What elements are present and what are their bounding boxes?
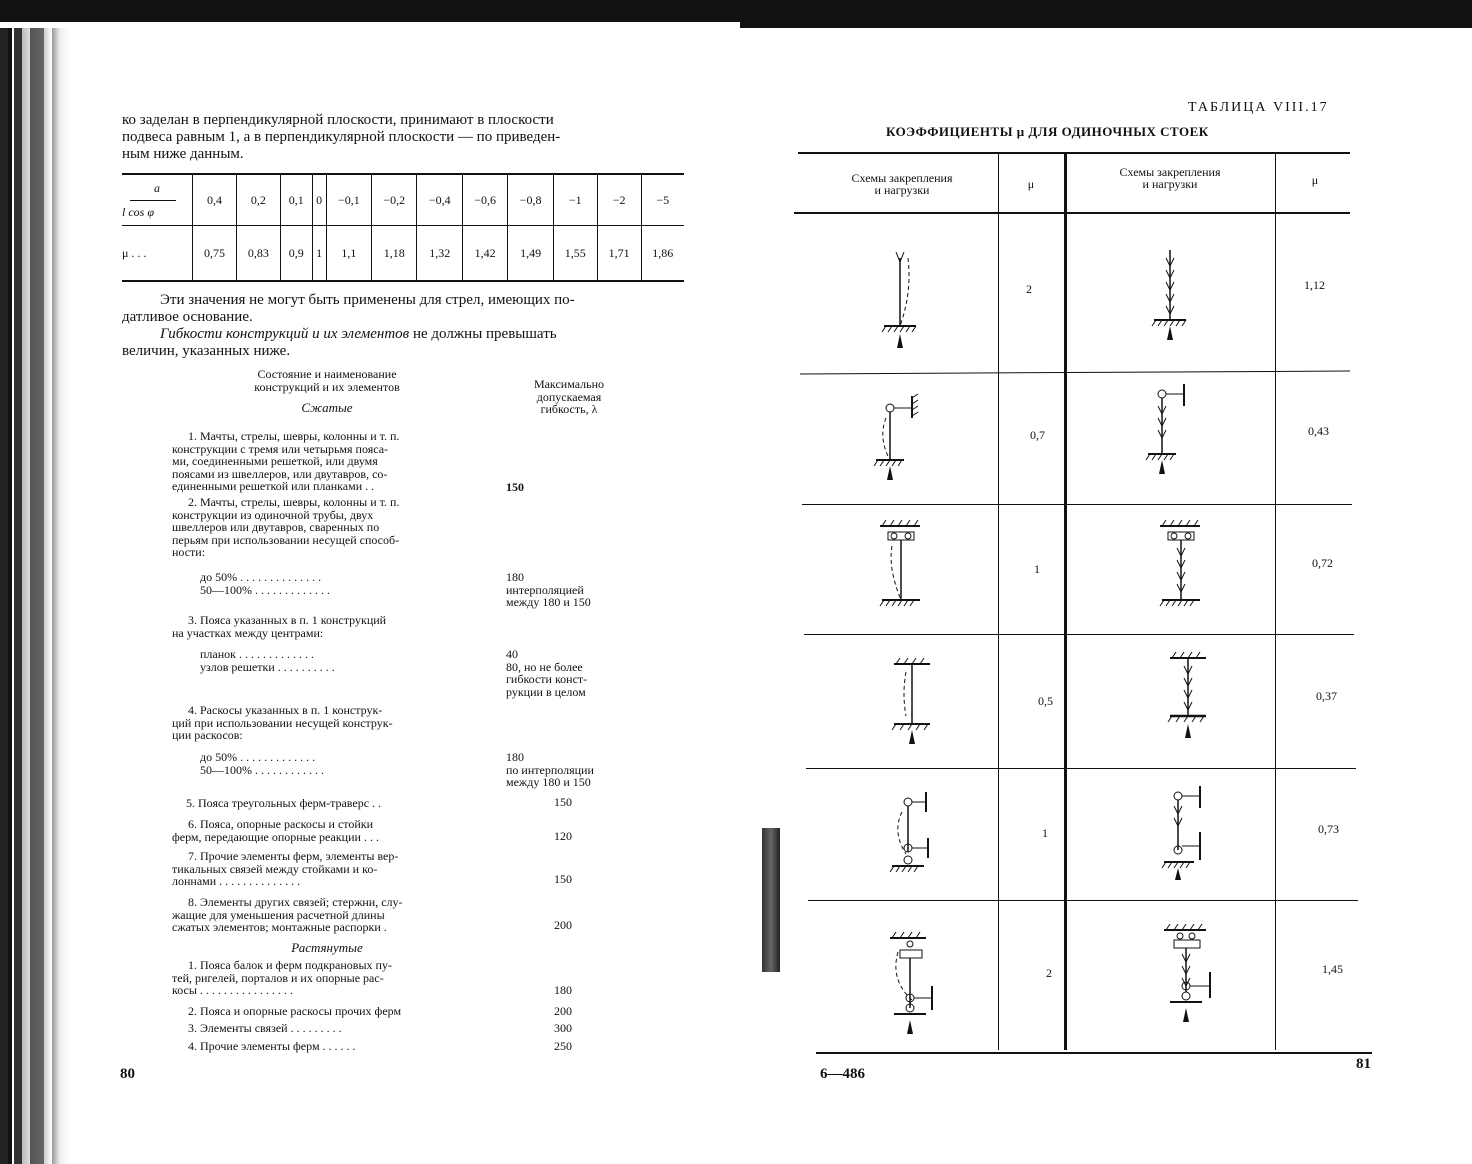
text-line: лоннами . . . . . . . . . . . . . . xyxy=(172,874,301,888)
paragraph-2 xyxy=(122,292,684,326)
table-cell: −5 xyxy=(641,174,684,226)
text-line: 7. Прочие элементы ферм, элементы вер- xyxy=(188,849,399,863)
table-cell: 0,1 xyxy=(280,174,312,226)
text-line: 80, но не более xyxy=(506,659,583,674)
item-7 xyxy=(172,850,478,888)
table-cell: 0,83 xyxy=(236,226,280,281)
tension-item-1 xyxy=(172,959,478,997)
column-head-state xyxy=(212,368,442,393)
col-head-mu-right: μ xyxy=(1311,173,1319,187)
printer-signature: 6—486 xyxy=(820,1066,865,1082)
table-cell: −1 xyxy=(553,174,597,226)
text-line: рукции в целом xyxy=(506,684,586,699)
mu-value: 0,7 xyxy=(1030,428,1045,442)
table-cell: 1,1 xyxy=(326,226,371,281)
mu-value: 1 xyxy=(1042,826,1048,840)
text-line: конструкций и их элементов xyxy=(254,379,400,394)
section-tension: Растянутые xyxy=(291,940,363,955)
item-4 xyxy=(172,704,478,742)
tension-item-3: 3. Элементы связей . . . . . . . . . xyxy=(188,1021,342,1035)
text-line: конструкции из одиночной трубы, двух xyxy=(172,507,374,522)
text-line: Состояние и наименование xyxy=(257,367,397,381)
text-line: на участках между центрами: xyxy=(172,625,324,640)
text-line: Эти значения не могут быть применены для стрел, имеющих по- xyxy=(160,292,575,308)
text-line: поясами из швеллеров, или двутавров, со- xyxy=(172,466,388,481)
table-cell: 1 xyxy=(312,226,326,281)
column-scheme-guided-pinned-load xyxy=(1156,922,1236,1032)
text-line: 1. Мачты, стрелы, шевры, колонны и т. п. xyxy=(188,429,400,443)
text-line: 4. Раскосы указанных в п. 1 конструк- xyxy=(188,703,383,717)
item-5-value: 150 xyxy=(554,795,572,809)
intro-paragraph xyxy=(122,112,684,163)
table-rule xyxy=(816,1052,1372,1054)
mu-value: 1,12 xyxy=(1304,278,1325,292)
row-separator xyxy=(802,504,1352,505)
text-line: ности: xyxy=(172,545,206,559)
table-cell: 1,71 xyxy=(597,226,641,281)
item-4-subitems xyxy=(200,751,478,776)
column-scheme-pinned-fixed xyxy=(868,388,938,488)
page-number-right: 81 xyxy=(1356,1056,1371,1072)
text-line: величин, указанных ниже. xyxy=(122,343,291,359)
text-line: до 50% . . . . . . . . . . . . . xyxy=(200,750,316,764)
header-a: a xyxy=(154,180,160,195)
text-line: единенными решеткой или планками . . xyxy=(172,479,375,493)
tension-item-1-value: 180 xyxy=(554,983,572,997)
text-line: ферм, передающие опорные реакции . . . xyxy=(172,829,379,844)
text-line: узлов решетки . . . . . . . . . . xyxy=(200,659,335,674)
item-3-value xyxy=(506,648,634,698)
column-scheme-guided-fixed xyxy=(870,518,940,618)
header-lcos: l cos φ xyxy=(122,204,154,219)
column-head-max-flex xyxy=(512,378,626,416)
text-line: датливое основание. xyxy=(122,309,253,325)
col-head-schemes-right xyxy=(1080,166,1260,190)
col-head-schemes-left xyxy=(812,172,992,196)
text-line: по интерполяции xyxy=(506,762,594,777)
table-cell: 0,2 xyxy=(236,174,280,226)
mu-coefficient-table xyxy=(122,174,684,281)
section-compressed: Сжатые xyxy=(301,400,353,415)
mu-value: 2 xyxy=(1026,282,1032,296)
item-8-value: 200 xyxy=(554,918,572,932)
table-cell: 1,18 xyxy=(372,226,417,281)
text-line: 40 xyxy=(506,647,518,661)
item-2-subitems xyxy=(200,571,478,596)
table-cell: −0,1 xyxy=(326,174,371,226)
table-cell: 0,9 xyxy=(280,226,312,281)
item-8 xyxy=(172,896,478,934)
column-scheme-fixed-free xyxy=(870,248,930,358)
text-line: 8. Элементы других связей; стержни, слу- xyxy=(188,895,403,909)
paragraph-3 xyxy=(122,326,684,360)
mu-value: 0,73 xyxy=(1318,822,1339,836)
mu-value: 0,43 xyxy=(1308,424,1329,438)
scan-top-border-right xyxy=(740,18,1472,28)
column-scheme-fixed-fixed xyxy=(884,650,944,750)
text-line: гибкость, λ xyxy=(540,402,598,416)
item-4-value xyxy=(506,751,634,789)
column-scheme-guided-fixed-load xyxy=(1150,518,1220,618)
item-3-subitems xyxy=(200,648,478,673)
mu-value: 0,72 xyxy=(1312,556,1333,570)
column-scheme-pinned-fixed-load xyxy=(1140,382,1210,482)
tension-item-4-value: 250 xyxy=(554,1039,572,1053)
item-3 xyxy=(172,614,478,639)
text-line: до 50% . . . . . . . . . . . . . . xyxy=(200,570,322,584)
text-line: ций при использовании несущей конструк- xyxy=(172,715,393,730)
text-line: жащие для уменьшения расчетной длины xyxy=(172,907,385,922)
text-line: между 180 и 150 xyxy=(506,595,591,609)
table-cell: −2 xyxy=(597,174,641,226)
text-line: между 180 и 150 xyxy=(506,775,591,789)
text-line: 2. Мачты, стрелы, шевры, колонны и т. п. xyxy=(188,495,400,509)
column-scheme-pinned-pinned-load xyxy=(1154,786,1224,886)
italic-phrase: Гибкости конструкций и их элементов xyxy=(160,326,410,342)
table-rule xyxy=(794,212,1350,214)
table-divider xyxy=(1275,154,1276,1050)
scan-smudge xyxy=(762,828,780,972)
table-cell: 0,4 xyxy=(193,174,237,226)
table-rule xyxy=(798,152,1350,154)
text-line: 1. Пояса балок и ферм подкрановых пу- xyxy=(188,958,392,972)
text-line: ции раскосов: xyxy=(172,728,243,742)
item-1 xyxy=(172,430,478,493)
row-separator xyxy=(806,768,1356,769)
mu-value: 0,37 xyxy=(1316,689,1337,703)
item-7-value: 150 xyxy=(554,872,572,886)
text-line: 50—100% . . . . . . . . . . . . xyxy=(200,762,324,777)
row-separator xyxy=(808,900,1358,901)
item-5: 5. Пояса треугольных ферм-траверс . . xyxy=(186,796,382,810)
table-label: ТАБЛИЦА VIII.17 xyxy=(1188,100,1329,115)
text-line: сжатых элементов; монтажные распорки . xyxy=(172,920,387,934)
text-line: 50—100% . . . . . . . . . . . . . xyxy=(200,582,330,597)
text-line: Максимально xyxy=(533,377,605,391)
table-cell: −0,2 xyxy=(372,174,417,226)
text-line: Схемы закрепления xyxy=(1119,165,1221,179)
tension-item-3-value: 300 xyxy=(554,1021,572,1035)
text-line: тикальных связей между стойками и ко- xyxy=(172,861,378,876)
table-divider-double xyxy=(1064,154,1067,1050)
tension-item-2-value: 200 xyxy=(554,1004,572,1018)
column-scheme-guided-pinned xyxy=(876,930,956,1040)
table-row-label: μ . . . xyxy=(122,246,147,260)
text-line: 180 xyxy=(506,570,524,584)
text-line: перьям при использовании несущей способ- xyxy=(172,532,400,547)
text-line: допускаемая xyxy=(536,389,602,404)
text-span: не должны превышать xyxy=(409,326,557,342)
row-separator xyxy=(804,634,1354,635)
row-separator xyxy=(800,371,1350,375)
mu-value: 2 xyxy=(1046,966,1052,980)
text-line: планок . . . . . . . . . . . . . xyxy=(200,647,314,661)
text-line: интерполяцией xyxy=(506,582,584,597)
tension-item-4: 4. Прочие элементы ферм . . . . . . xyxy=(188,1039,356,1053)
item-6-value: 120 xyxy=(554,829,572,843)
text-line: и нагрузки xyxy=(1142,177,1198,191)
item-1-value: 150 xyxy=(506,480,524,494)
mu-value: 0,5 xyxy=(1038,694,1053,708)
table-cell: −0,4 xyxy=(417,174,462,226)
table-cell: 1,49 xyxy=(508,226,553,281)
table-cell: 0 xyxy=(312,174,326,226)
table-cell: 0,75 xyxy=(193,226,237,281)
table-cell: 1,42 xyxy=(462,226,507,281)
text-line: косы . . . . . . . . . . . . . . . . xyxy=(172,983,293,997)
item-2 xyxy=(172,496,478,559)
mu-value: 1,45 xyxy=(1322,962,1343,976)
table-cell: −0,6 xyxy=(462,174,507,226)
text-line: 6. Пояса, опорные раскосы и стойки xyxy=(188,817,374,831)
item-6 xyxy=(172,818,478,843)
intro-line: ко заделан в перпендикулярной плоскости, принимают в плоскости xyxy=(122,112,554,128)
item-2-value xyxy=(506,571,634,609)
col-head-mu-left: μ xyxy=(1027,177,1035,191)
table-title: КОЭФФИЦИЕНТЫ μ ДЛЯ ОДИНОЧНЫХ СТОЕК xyxy=(886,124,1209,139)
intro-line: ным ниже данным. xyxy=(122,146,244,162)
book-spine-edge xyxy=(8,28,12,1164)
text-line: 3. Пояса указанных в п. 1 конструкций xyxy=(188,613,387,627)
column-scheme-fixed-fixed-load xyxy=(1160,646,1220,746)
text-line: гибкости конст- xyxy=(506,672,588,686)
column-scheme-pinned-pinned xyxy=(878,782,948,882)
table-cell: 1,55 xyxy=(553,226,597,281)
text-line: ми, соединенными решеткой, или двумя xyxy=(172,454,378,468)
tension-item-2: 2. Пояса и опорные раскосы прочих ферм xyxy=(188,1004,402,1018)
text-line: тей, ригелей, порталов и их опорные рас- xyxy=(172,970,384,985)
table-cell: −0,8 xyxy=(508,174,553,226)
mu-value: 1 xyxy=(1034,562,1040,576)
table-cell: 1,32 xyxy=(417,226,462,281)
text-line: конструкции с тремя или четырьмя пояса- xyxy=(172,441,389,456)
page-number-left: 80 xyxy=(120,1066,135,1082)
intro-line: подвеса равным 1, а в перпендикулярной плоскости — по приведен- xyxy=(122,129,561,145)
text-line: Схемы закрепления xyxy=(851,171,953,185)
text-line: 180 xyxy=(506,750,524,764)
text-line: и нагрузки xyxy=(874,183,930,197)
text-line: швеллеров или двутавров, сваренных по xyxy=(172,520,380,534)
table-cell: 1,86 xyxy=(641,226,684,281)
column-scheme-distributed-load xyxy=(1140,244,1200,354)
table-divider xyxy=(998,154,999,1050)
table-header-label xyxy=(122,174,193,226)
